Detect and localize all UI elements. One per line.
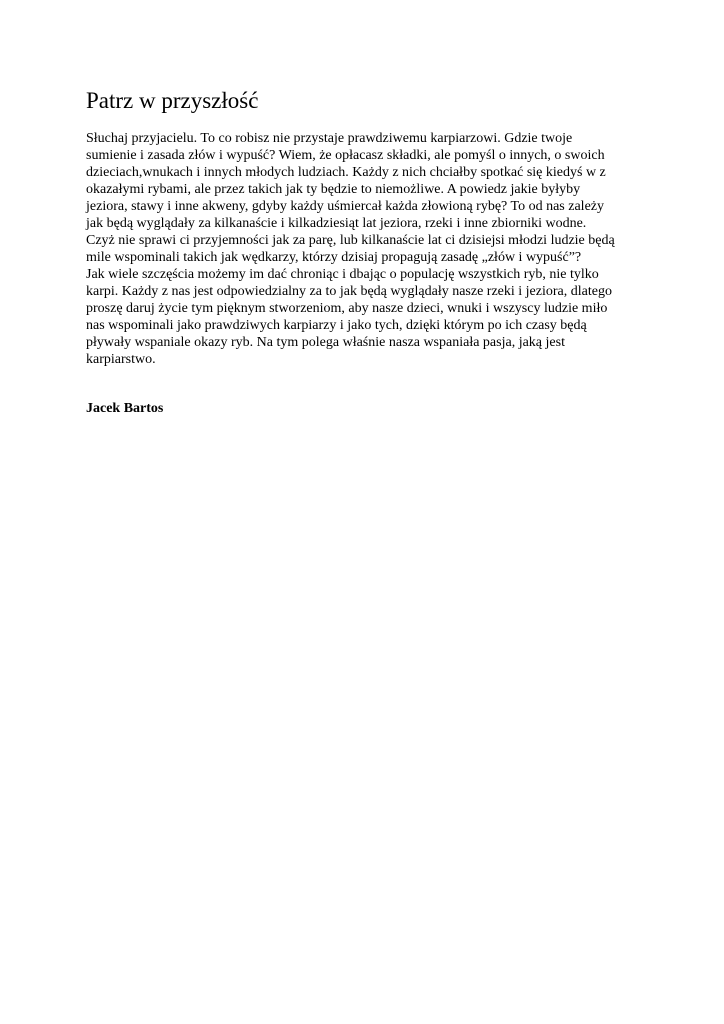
body-line: karpiarstwo. (86, 352, 156, 367)
body-paragraph (86, 130, 646, 368)
body-line: proszę daruj życie tym pięknym stworzeniom, aby nasze dzieci, wnuki i wszyscy ludzie miło (86, 301, 608, 316)
body-line: pływały wspaniale okazy ryb. Na tym polega właśnie nasza wspaniała pasja, jaką jest (86, 335, 565, 350)
body-line: karpi. Każdy z nas jest odpowiedzialny za to jak będą wyglądały nasze rzeki i jeziora, dlatego (86, 284, 612, 299)
body-line: okazałymi rybami, ale przez takich jak ty będzie to niemożliwe. A powiedz jakie byłyby (86, 182, 581, 197)
body-line: dzieciach,wnukach i innych młodych ludziach. Każdy z nich chciałby spotkać się kiedyś w z (86, 165, 606, 180)
author-signature: Jacek Bartos (86, 401, 164, 416)
body-line: Słuchaj przyjacielu. To co robisz nie przystaje prawdziwemu karpiarzowi. Gdzie twoje (86, 131, 573, 146)
body-line: Czyż nie sprawi ci przyjemności jak za parę, lub kilkanaście lat ci dzisiejsi młodzi ludzie będą (86, 233, 615, 248)
body-line: mile wspominali takich jak wędkarzy, którzy dzisiaj propagują zasadę „złów i wypuść”? (86, 250, 582, 265)
body-line: Jak wiele szczęścia możemy im dać chroniąc i dbając o populację wszystkich ryb, nie tylko (86, 267, 599, 282)
body-line: nas wspominali jako prawdziwych karpiarzy i jako tych, dzięki którym po ich czasy będą (86, 318, 587, 333)
document-title: Patrz w przyszłość (86, 88, 259, 113)
body-line: jeziora, stawy i inne akweny, gdyby każdy uśmiercał każda złowioną rybę? To od nas zależy (86, 199, 604, 214)
body-line: sumienie i zasada złów i wypuść? Wiem, że opłacasz składki, ale pomyśl o innych, o swoich (86, 148, 605, 163)
body-line: jak będą wyglądały za kilkanaście i kilkadziesiąt lat jeziora, rzeki i inne zbiorniki wodne. (86, 216, 587, 231)
